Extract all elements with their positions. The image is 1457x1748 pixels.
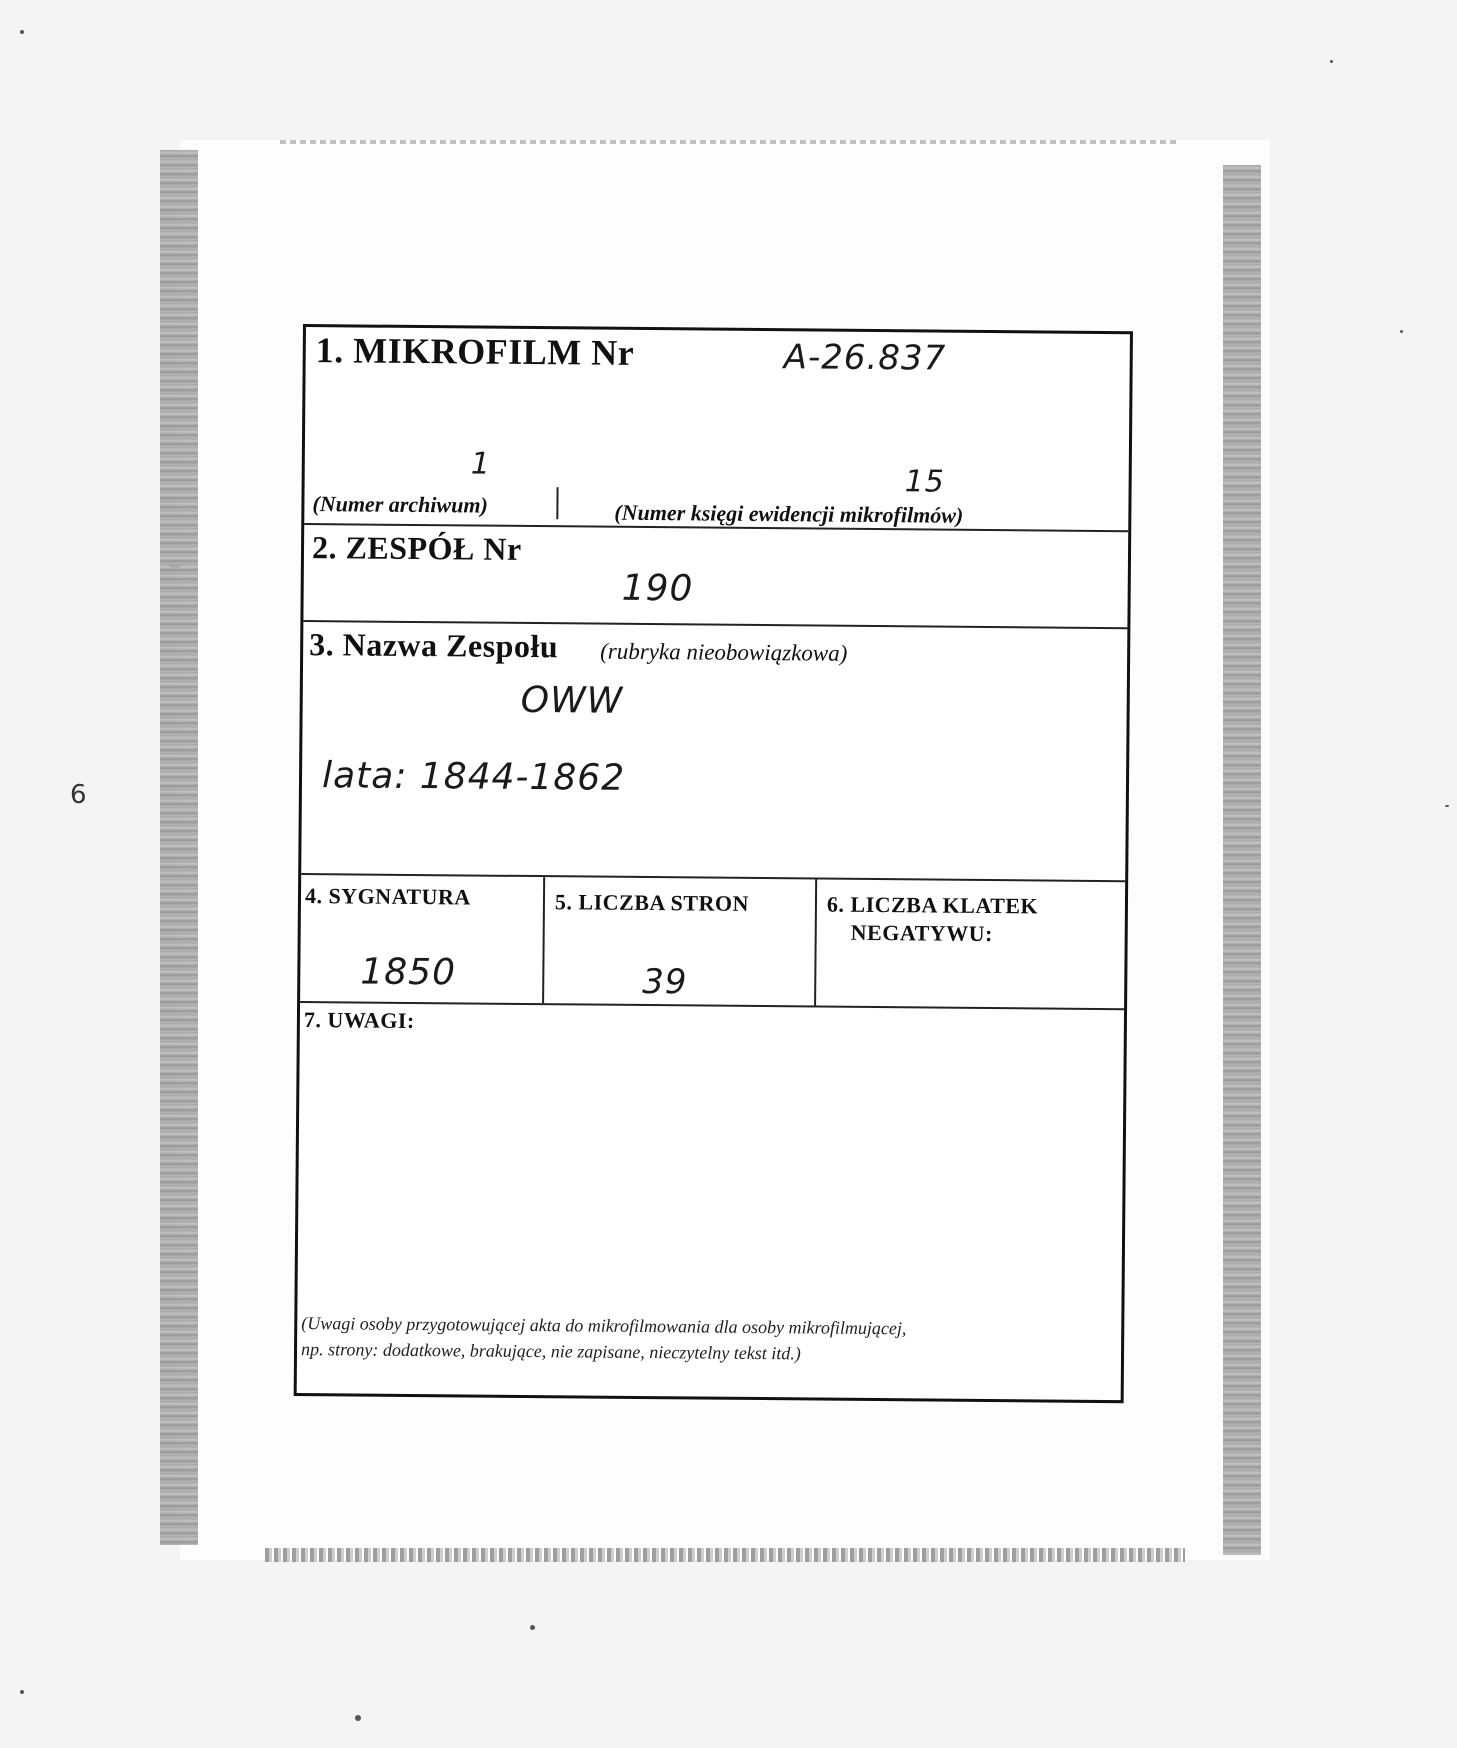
remarks-label: 7. UWAGI: — [303, 1007, 415, 1034]
frame-count-label: 6. LICZBA KLATEK — [826, 891, 1039, 919]
scan-speck — [530, 1625, 535, 1630]
field-divider — [556, 487, 558, 519]
signature-value: 1850 — [360, 951, 457, 994]
fonds-name-label: 3. Nazwa Zespołu — [309, 626, 559, 665]
page-count-cell — [544, 877, 817, 1005]
fonds-number-value: 190 — [621, 567, 694, 610]
scan-edge-left — [160, 150, 198, 1545]
microfilm-number-label: 1. MIKROFILM Nr — [315, 330, 635, 373]
fonds-name-value: OWW — [520, 679, 624, 722]
page-count-value: 39 — [642, 961, 688, 1003]
fonds-number-label: 2. ZESPÓŁ Nr — [311, 529, 522, 567]
register-number-label: (Numer księgi ewidencji mikrofilmów) — [614, 499, 964, 528]
section-fonds-number — [303, 525, 1128, 629]
remarks-footnote — [301, 1310, 907, 1367]
section-details — [300, 875, 1125, 1010]
remarks-footnote-line2: np. strony: dodatkowe, brakujące, nie zapisane, nieczytelny tekst itd.) — [300, 1339, 801, 1364]
scan-edge-bottom — [265, 1548, 1185, 1562]
scan-edge-top — [280, 140, 1180, 144]
fonds-name-note: (rubryka nieobowiązkowa) — [600, 638, 848, 666]
archive-number-label: (Numer archiwum) — [312, 491, 488, 518]
scan-edge-right — [1223, 165, 1261, 1555]
page-count-label: 5. LICZBA STRON — [554, 889, 750, 916]
scan-speck — [1400, 330, 1403, 333]
section-microfilm-number — [304, 327, 1130, 532]
margin-mark: 6 — [70, 780, 87, 810]
section-fonds-name — [301, 622, 1127, 882]
microfilm-form — [294, 324, 1133, 1403]
microfilm-number-value: A-26.837 — [783, 337, 947, 379]
frame-count-cell — [816, 880, 1127, 1009]
fonds-years-value: lata: 1844-1862 — [321, 755, 626, 799]
section-remarks — [297, 1003, 1124, 1400]
remarks-footnote-line1: (Uwagi osoby przygotowującej akta do mikrofilmowania dla osoby mikrofilmującej, — [301, 1313, 907, 1339]
archive-number-value: 1 — [470, 446, 492, 482]
scan-speck — [355, 1715, 361, 1721]
signature-label: 4. SYGNATURA — [304, 883, 471, 910]
signature-cell — [300, 875, 545, 1003]
scan-speck — [1445, 805, 1449, 807]
register-number-value: 15 — [904, 464, 945, 500]
scan-speck — [1330, 60, 1333, 63]
scan-speck — [20, 30, 24, 34]
frame-count-label-line2: NEGATYWU: — [850, 919, 994, 947]
scan-speck — [20, 1690, 24, 1694]
